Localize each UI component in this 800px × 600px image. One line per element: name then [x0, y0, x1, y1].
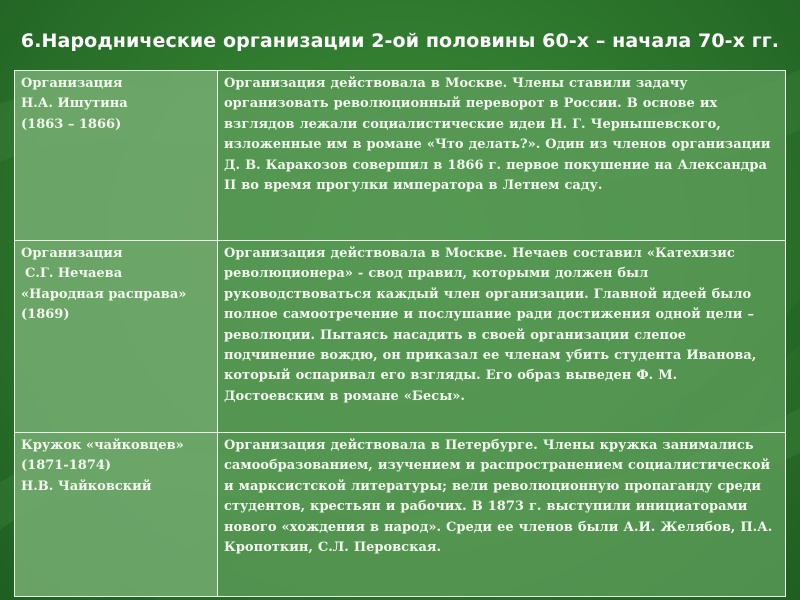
org-description: Организация действовала в Петербурге. Члены кружка занимались самообразованием, изучением и распространением социалистической и марксистской литературы; вели революционную пропаганду среди студентов, крестьян и рабочих. В 1873 г. выступили инициаторами нового «хождения в народ». Среди ее членов были А.И. Желябов, П.А. Кропоткин, С.Л. Перовская.	[224, 438, 773, 556]
page-title: 6.Народнические организации 2-ой половины 60-х – начала 70-х гг.	[20, 30, 780, 52]
organization-cell	[15, 71, 218, 241]
description-cell	[218, 241, 786, 433]
org-name: Н.А. Ишутина	[21, 96, 128, 112]
description-cell	[218, 71, 786, 241]
description-cell	[218, 433, 786, 597]
organization-cell	[15, 241, 218, 433]
org-years: (1869)	[21, 307, 70, 323]
org-label: Организация	[21, 246, 123, 261]
table-row	[15, 71, 786, 241]
org-label: Кружок «чайковцев»	[21, 438, 184, 453]
org-alias: «Народная расправа»	[21, 286, 187, 302]
organization-cell	[15, 433, 218, 597]
org-years: (1863 – 1866)	[21, 116, 122, 132]
org-name: Н.В. Чайковский	[21, 478, 152, 494]
org-years: (1871-1874)	[21, 458, 112, 474]
table-row	[15, 433, 786, 597]
org-name: С.Г. Нечаева	[25, 266, 123, 282]
org-description: Организация действовала в Москве. Члены ставили задачу организовать революционный переворот в России. В основе их взглядов лежали социалистические идеи Н. Г. Чернышевского, изложенные им в романе «Что делать?». Один из членов организации Д. В. Каракозов совершил в 1866 г. первое покушение на Александра II во время прогулки императора в Летнем саду.	[224, 76, 771, 194]
org-label: Организация	[21, 76, 123, 91]
table-row	[15, 241, 786, 433]
organizations-table	[14, 70, 786, 597]
org-description: Организация действовала в Москве. Нечаев составил «Катехизис революционера» - свод правил, которыми должен был руководствоваться каждый член организации. Главной идеей было полное самоотречение и послушание ради достижения одной цели – революции. Пытаясь насадить в своей организации слепое подчинение вождю, он приказал ее членам убить студента Иванова, который оспаривал его взгляды. Его образ выведен Ф. М. Достоевским в романе «Бесы».	[224, 246, 757, 404]
